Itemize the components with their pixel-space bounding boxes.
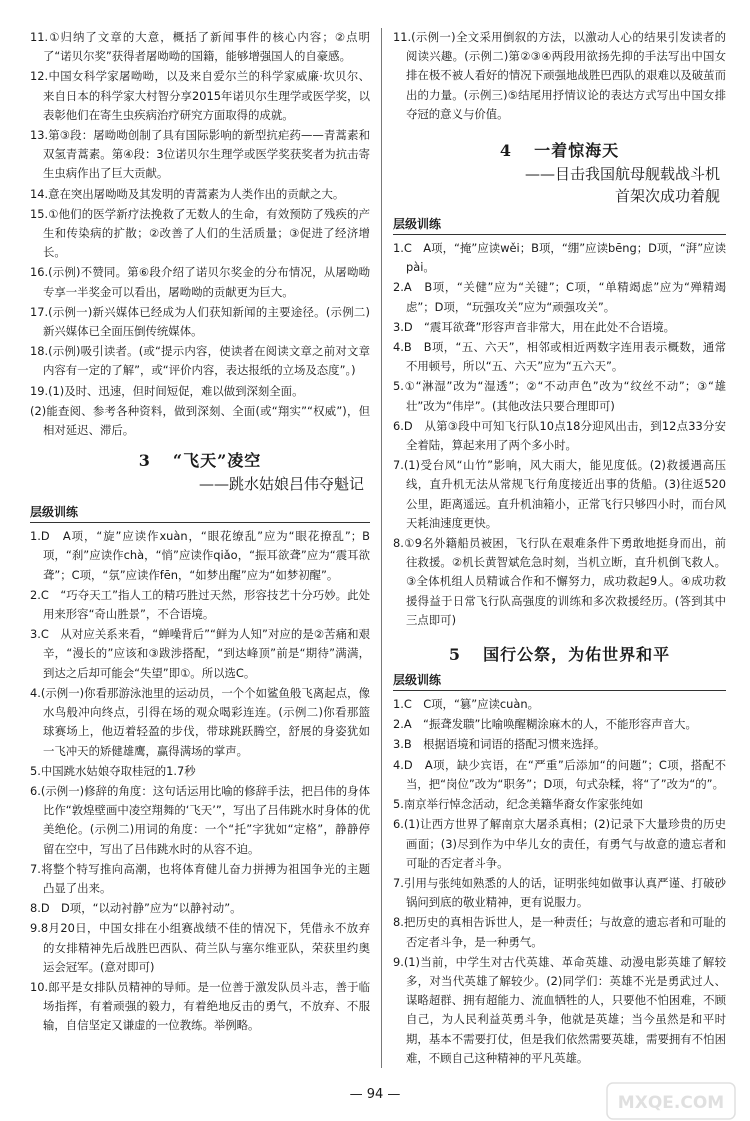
answer-item: 16.(示例)不赞同。第⑥段介绍了诺贝尔奖金的分布情况，从屠呦呦专享一半奖金可以看出，屠呦呦的贡献更为巨大。 (30, 265, 370, 299)
lesson3-answers-continued (393, 28, 726, 124)
answer-item: 7.将整个特写推向高潮，也将体育健儿奋力拼搏为祖国争光的主题凸显了出来。 (30, 861, 370, 895)
answer-item: 1.D A项，“旋”应读作xuàn，“眼花缭乱”应为“眼花撩乱”；B项，“刹”应读作chà，“悄”应读作qiǎo，“振耳欲聋”应为“震耳欲聋”；C项，“氛”应读作fēn，“如梦出醒”应为“如梦初醒”。 (30, 529, 370, 582)
answer-item: 6.(1)让西方世界了解南京大屠杀真相；(2)记录下大量珍贵的历史画面；(3)尽到作为中华儿女的责任，有勇气与故意的遗忘者和可耻的否定者斗争。 (393, 817, 726, 870)
lesson-number: 5 (448, 645, 462, 665)
answer-item: 18.(示例)吸引读者。(或“提示内容，使读者在阅读文章之前对文章内容有一定的了解”，或“评价内容，表达报纸的立场及态度”。) (30, 344, 370, 378)
answer-item: 17.(示例一)新兴媒体已经成为人们获知新闻的主要途径。(示例二)新兴媒体已全面压倒传统媒体。 (30, 304, 370, 339)
answer-item: 5.南京举行悼念活动，纪念美籍华裔女作家张纯如 (393, 797, 644, 812)
answer-item: 4.B B项，“五、六天”，相邻或相近两数字连用表示概数，通常不用顿号，所以“五、六天”应为“五六天”。 (393, 340, 726, 374)
level-training-label: 层级训练 (393, 217, 442, 232)
lesson5-title (393, 642, 726, 665)
left-column (30, 28, 370, 1037)
answer-item: 8.D D项，“以动衬静”应为“以静衬动”。 (30, 901, 242, 916)
column-divider (381, 28, 382, 1068)
answer-item: 6.(示例一)修辞的角度：这句话运用比喻的修辞手法，把吕伟的身体比作“敦煌壁画中凌空翔舞的‘飞天’”，写出了吕伟跳水时身体的优美绝伦。(示例二)用词的角度：一个“托”字犹如“定格”，静静停留在空中，写出了吕伟跳水时的从容不迫。 (30, 783, 370, 856)
answer-item: 11.(示例一)全文采用倒叙的方法，以激动人心的结果引发读者的阅读兴趣。(示例二)第②③④两段用欲扬先抑的手法写出中国女排在极不被人看好的情况下顽强地战胜巴西队的艰难以及破茧而出的力量。(示例三)⑤结尾用抒情议论的表达方式写出中国女排夺冠的意义与价值。 (393, 30, 726, 121)
level-training-label: 层级训练 (393, 673, 442, 688)
answer-item: 2.C “巧夺天工”指人工的精巧胜过天然，形容技艺十分巧妙。此处用来形容“奇山胜景”，不合语境。 (30, 587, 370, 622)
answer-item: 4.D A项，缺少宾语，在“严重”后添加“的问题”；C项，搭配不当，把“岗位”改为“职务”；D项，句式杂糅，将“了”改为“的”。 (393, 757, 726, 791)
watermark-text: MXQE.COM (617, 1093, 725, 1113)
answer-item: 11.①归纳了文章的大意，概括了新闻事件的核心内容；②点明了“诺贝尔奖”获得者屠呦呦的国籍，能够增强国人的自豪感。 (30, 30, 370, 64)
lesson4-title (393, 138, 726, 161)
answer-item: 7.引用与张纯如熟悉的人的话，证明张纯如做事认真严谨、打破砂锅问到底的敬业精神，更有说服力。 (393, 875, 726, 910)
answer-item: 5.中国跳水姑娘夺取桂冠的1.7秒 (30, 763, 196, 778)
answer-item: 9.8月20日，中国女排在小组赛战绩不佳的情况下，凭借永不放弃的女排精神先后战胜巴西队、荷兰队与塞尔维亚队，荣获里约奥运会冠军。(意对即可) (30, 921, 370, 974)
answer-item: 1.C C项，“篡”应读cuàn。 (393, 697, 539, 712)
answer-item: 5.①“淋湿”改为“湿透”；②“不动声色”改为“纹丝不动”；③“雄壮”改为“伟岸”。(其他改法只要合理即可) (393, 379, 726, 413)
lesson3-subtitle: ——跳水姑娘吕伟夺魁记 (198, 475, 364, 494)
answer-item: 4.(示例一)你看那游泳池里的运动员，一个个如鲨鱼般飞离起点，像水鸟般冲向终点，引得在场的观众喝彩连连。(示例二)你看那篮球赛场上，他迈着轻盈的步伐，带球跳跃腾空，舒展的身姿犹如一飞冲天的矫健雄鹰，赢得满场的掌声。 (30, 685, 370, 758)
level-training-heading (393, 215, 726, 235)
answer-item: 13.第③段：屠呦呦创制了具有国际影响的新型抗疟药——青蒿素和双氢青蒿素。第④段：3位诺贝尔生理学或医学奖获奖者为抗击寄生虫病作出了巨大贡献。 (30, 128, 370, 181)
right-column (393, 28, 726, 1069)
answer-item: 14.意在突出屠呦呦及其发明的青蒿素为人类作出的贡献之大。 (30, 186, 345, 201)
answer-item: 8.把历史的真相告诉世人，是一种责任；与故意的遗忘者和可耻的否定者斗争，是一种勇气。 (393, 915, 726, 949)
lesson-number: 3 (138, 451, 151, 471)
answer-item: 8.①9名外籍船员被困，飞行队在艰难条件下勇敢地挺身而出，前往救援。②机长黄智斌危急时刻，当机立断，直升机倒飞救人。③全体机组人员精诚合作和不懈努力，成功救起9人。④成功救援得益于日常飞行队高强度的训练和多次救援经历。(答到其中三点即可) (393, 536, 726, 627)
lesson-number: 4 (499, 141, 513, 161)
answer-item: 19.(1)及时、迅速，但时间短促，难以做到深刻全面。 (30, 383, 304, 398)
answer-item: (2)能查阅、参考各种资料，做到深刻、全面(或“翔实”“权威”)，但相对延迟、滞后。 (30, 403, 370, 438)
level-training-label: 层级训练 (30, 505, 79, 520)
level-training-heading (393, 671, 726, 691)
answer-item: 10.郎平是女排队员精神的导师。是一位善于激发队员斗志，善于临场指挥，有着顽强的毅力，有着绝地反击的勇气，不放弃、不服输，自信坚定又谦虚的一位教练。举例略。 (30, 979, 370, 1033)
lesson-title-text: “飞天”凌空 (172, 451, 262, 471)
lesson-title-text: 国行公祭，为佑世界和平 (483, 645, 671, 665)
answer-item: 2.A “振聋发聩”比喻唤醒糊涂麻木的人，不能形容声音大。 (393, 717, 697, 732)
lesson5-answers (393, 695, 726, 1068)
answer-item: 2.A B项，“关健”应为“关键”；C项，“单精竭虑”应为“殚精竭虑”；D项，“玩强攻关”应为“顽强攻关”。 (393, 280, 726, 314)
answer-item: 6.D 从第③段中可知飞行队10点18分迎风出击，到12点33分安全着陆，算起来用了两个多小时。 (393, 418, 726, 453)
lesson4-subtitle-2: 首架次成功着舰 (614, 187, 720, 206)
answer-item: 3.D “震耳欲聋”形容声音非常大，用在此处不合语境。 (393, 319, 676, 334)
lesson3-answers (30, 527, 370, 1035)
answer-item: 15.①他们的医学新疗法挽救了无数人的生命，有效预防了残疾的产生和传染病的扩散；②改善了人们的生活质量；③促进了经济增长。 (30, 206, 370, 260)
answer-item: 3.C 从对应关系来看，“蝉噪背后”“鲜为人知”对应的是②苦痛和艰辛，“漫长的”应该和③跋涉搭配，“到达峰顶”前是“期待”满满，到达之后却可能会“失望”即①。所以选C。 (30, 627, 370, 680)
answer-item: 7.(1)受台风“山竹”影响，风大雨大，能见度低。(2)救援遇高压线，直升机无法从常规飞行角度接近出事的货船。(3)往返520公里，距离遥远。直升机油箱小，正常飞行只够四小时，而台风天耗油速度更快。 (393, 458, 726, 530)
answer-item: 9.(1)当前，中学生对古代英雄、革命英雄、动漫电影英雄了解较多，对当代英雄了解较少。(2)同学们：英雄不光是勇武过人、谋略超群、拥有超能力、流血牺牲的人，只要他不怕困难，不顾自己，为人民利益英勇斗争，他就是英雄；当今虽然是和平时期，基本不需要打仗，但是我们依然需要英雄，需要拥有不怕困难，不顾自己这种精神的平凡英雄。 (393, 954, 726, 1065)
page-number: — 94 — (349, 1087, 401, 1102)
lesson4-answers (393, 239, 726, 630)
lesson4-subtitle-1: ——目击我国航母舰载战斗机 (524, 165, 720, 184)
answer-item: 3.B 根据语境和词语的搭配习惯来选择。 (393, 737, 606, 752)
lesson3-title (30, 448, 370, 471)
answer-item: 12.中国女科学家屠呦呦，以及来自爱尔兰的科学家威廉·坎贝尔、来自日本的科学家大村智分享2015年诺贝尔生理学或医学奖，以表彰他们在寄生虫疾病治疗研究方面取得的成就。 (30, 69, 370, 122)
lesson2-answers (30, 28, 370, 440)
lesson-title-text: 一着惊海天 (534, 141, 620, 161)
watermark-logo (606, 1082, 736, 1120)
answer-item: 1.C A项，“掩”应读wěi；B项，“绷”应读bēng；D项，“湃”应读pài。 (393, 241, 726, 275)
level-training-heading (30, 503, 370, 523)
